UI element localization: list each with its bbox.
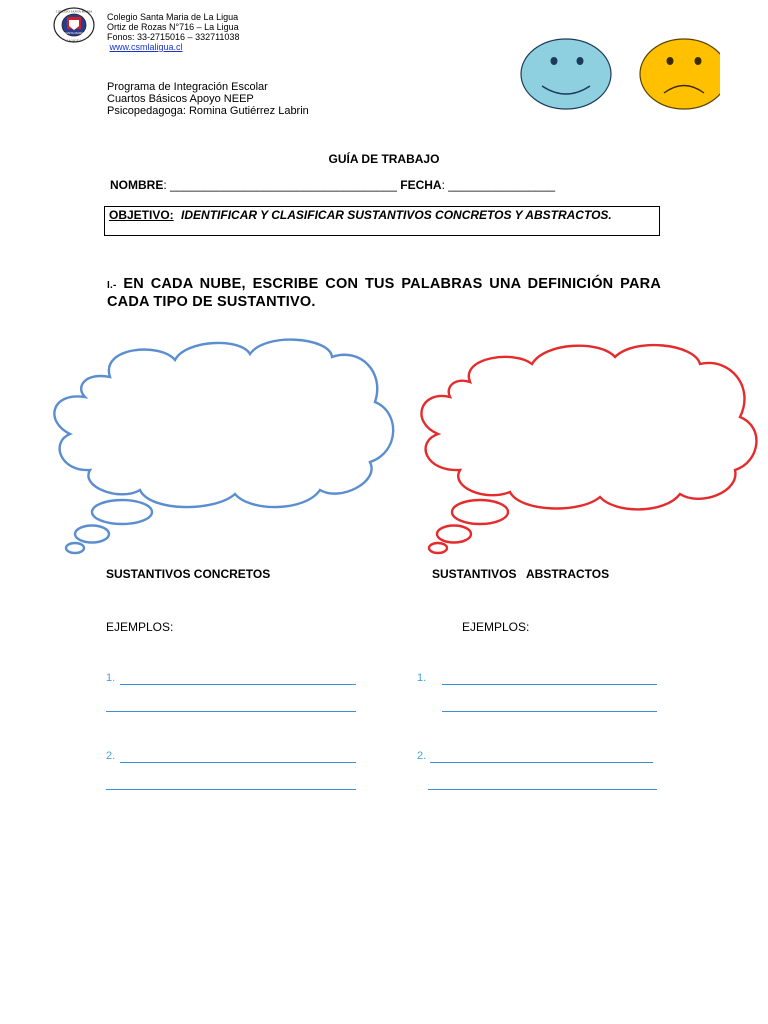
date-blank[interactable]: : ________________ xyxy=(441,178,556,192)
logo-top-text: COLEGIO SANTA MARIA xyxy=(55,9,93,14)
name-label: NOMBRE xyxy=(110,178,164,192)
left-item-2-number: 2. xyxy=(106,750,116,762)
objective-label: OBJETIVO: xyxy=(109,208,174,222)
objective-text: IDENTIFICAR Y CLASIFICAR SUSTANTIVOS CONCRETOS Y ABSTRACTOS. xyxy=(181,208,612,222)
right-answer-line-2b[interactable] xyxy=(428,789,657,790)
thought-clouds xyxy=(40,332,768,562)
name-date-line xyxy=(110,178,555,192)
right-item-2-number: 2. xyxy=(417,750,427,762)
left-item-1-number: 1. xyxy=(106,672,116,684)
blue-thought-cloud-icon[interactable] xyxy=(54,340,393,553)
program-line-3: Psicopedagoga: Romina Gutiérrez Labrin xyxy=(107,105,309,117)
left-answer-line-1a[interactable] xyxy=(120,684,356,685)
logo-bottom-text: LA LIGUA xyxy=(66,38,82,43)
left-examples-label: EJEMPLOS: xyxy=(106,620,174,634)
left-answer-line-2b[interactable] xyxy=(106,789,356,790)
date-label: FECHA xyxy=(400,178,442,192)
name-blank[interactable]: : __________________________________ xyxy=(163,178,397,192)
left-answer-line-2a[interactable] xyxy=(120,762,356,763)
school-info xyxy=(107,12,239,52)
right-answer-line-1b[interactable] xyxy=(442,711,657,712)
school-name: Colegio Santa Maria de La Ligua xyxy=(107,12,239,22)
red-thought-cloud-icon[interactable] xyxy=(421,345,756,553)
school-phones: Fonos: 33-2715016 – 332711038 xyxy=(107,32,240,42)
concrete-nouns-title: SUSTANTIVOS CONCRETOS xyxy=(106,567,271,581)
worksheet-title: GUÍA DE TRABAJO xyxy=(328,152,440,166)
program-info xyxy=(107,81,309,117)
logo-badge-text: SANTA MARIA xyxy=(64,31,84,35)
objective-box xyxy=(104,206,660,236)
school-address: Ortiz de Rozas N°716 – La Ligua xyxy=(107,22,239,32)
program-line-2: Cuartos Básicos Apoyo NEEP xyxy=(107,93,254,105)
emotion-faces xyxy=(520,38,720,110)
instruction-number: I.- xyxy=(107,280,117,291)
right-answer-line-2a[interactable] xyxy=(430,762,653,763)
abstract-nouns-title: SUSTANTIVOS ABSTRACTOS xyxy=(432,567,610,581)
program-line-1: Programa de Integración Escolar xyxy=(107,81,268,93)
instruction-body: EN CADA NUBE, ESCRIBE CON TUS PALABRAS UNA DEFINICIÓN PARA CADA TIPO DE SUSTANTIVO. xyxy=(107,276,661,310)
sad-face-icon xyxy=(640,39,720,109)
happy-face-icon xyxy=(521,39,611,109)
right-answer-line-1a[interactable] xyxy=(442,684,657,685)
left-answer-line-1b[interactable] xyxy=(106,711,356,712)
instruction-text xyxy=(107,276,661,311)
school-website-link[interactable]: www.csmlaligua.cl xyxy=(109,42,183,52)
school-logo xyxy=(45,6,103,44)
right-examples-label: EJEMPLOS: xyxy=(462,620,530,634)
right-item-1-number: 1. xyxy=(417,672,427,684)
